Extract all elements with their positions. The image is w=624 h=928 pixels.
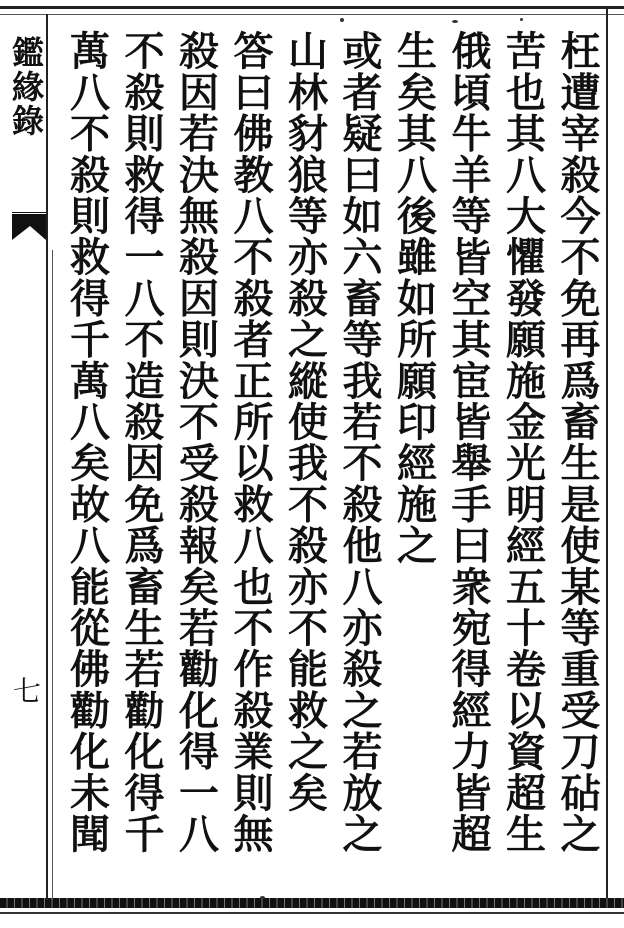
fish-tail-mark-icon (12, 212, 46, 242)
folio-number: 七 (9, 676, 42, 704)
scan-speck (260, 896, 265, 899)
text-column: 不殺則救得一八不造殺因免爲畜生若勸化得千 (118, 30, 165, 854)
scan-speck (340, 18, 344, 22)
page-border-right (606, 6, 608, 908)
page-border-bottom (0, 898, 624, 908)
text-column: 萬八不殺則救得千萬八矣故八能從佛勸化未聞 (63, 30, 111, 854)
text-column: 答曰佛教八不殺者正所以救八也不作殺業則無 (227, 30, 274, 854)
text-column: 生矣其八後雖如所願印經施之 (390, 30, 438, 566)
text-column: 俄頃牛羊等皆空其宦皆舉手曰衆宛得經力皆超 (445, 30, 492, 854)
text-column: 或者疑曰如六畜等我若不殺他八亦殺之若放之 (336, 30, 383, 854)
margin-title: 鑑緣錄 (7, 36, 45, 138)
margin-column-rule (46, 14, 48, 900)
text-body (56, 30, 604, 890)
scan-speck (520, 18, 523, 21)
margin-column-rule-inner (52, 250, 53, 900)
text-column: 山林豺狼等亦殺之縱使我不殺亦不能救之矣 (281, 30, 329, 813)
page-border-top-inner (0, 14, 624, 15)
page-border-bottom-inner (0, 912, 624, 914)
text-column: 枉遭宰殺今不免再爲畜生是使某等重受刀砧之 (554, 30, 601, 854)
scan-speck (452, 20, 458, 23)
text-column: 苦也其八大懼發願施金光明經五十卷以資超生 (499, 30, 547, 854)
text-column: 殺因若決無殺因則決不受殺報矣若勸化得一八 (172, 30, 220, 854)
page-border-top (0, 6, 624, 9)
